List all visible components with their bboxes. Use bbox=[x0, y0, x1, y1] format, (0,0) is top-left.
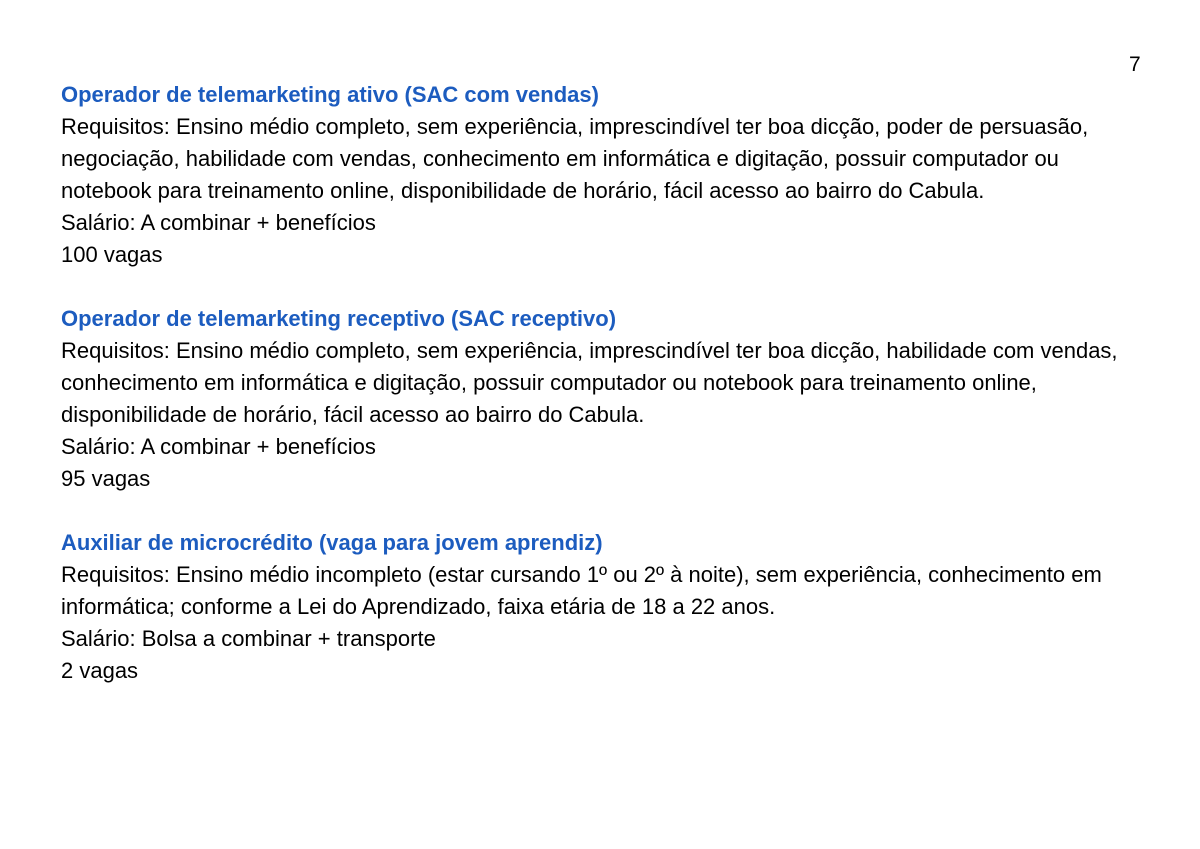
job-title: Auxiliar de microcrédito (vaga para jovem aprendiz) bbox=[61, 530, 603, 555]
job-requirements: Requisitos: Ensino médio completo, sem experiência, imprescindível ter boa dicção, habilidade com vendas, conhecimento em informática e digitação, possuir computador ou notebook para treinamento online, disponibilidade de horário, fácil acesso ao bairro do Cabula. bbox=[61, 338, 1118, 427]
job-openings: 100 vagas bbox=[61, 242, 163, 267]
job-requirements: Requisitos: Ensino médio completo, sem experiência, imprescindível ter boa dicção, poder de persuasão, negociação, habilidade com vendas, conhecimento em informática e digitação, possuir computador ou notebook para treinamento online, disponibilidade de horário, fácil acesso ao bairro do Cabula. bbox=[61, 114, 1089, 203]
page-number: 7 bbox=[1129, 53, 1141, 76]
job-salary: Salário: A combinar + benefícios bbox=[61, 434, 376, 459]
job-salary: Salário: Bolsa a combinar + transporte bbox=[61, 626, 436, 651]
job-title: Operador de telemarketing ativo (SAC com vendas) bbox=[61, 82, 599, 107]
job-salary: Salário: A combinar + benefícios bbox=[61, 210, 376, 235]
job-listing-telemarketing-receptivo bbox=[61, 303, 1151, 495]
job-listings bbox=[61, 79, 1151, 719]
job-requirements: Requisitos: Ensino médio incompleto (estar cursando 1º ou 2º à noite), sem experiência, conhecimento em informática; conforme a Lei do Aprendizado, faixa etária de 18 a 22 anos. bbox=[61, 562, 1102, 619]
job-title: Operador de telemarketing receptivo (SAC receptivo) bbox=[61, 306, 617, 331]
job-listing-auxiliar-microcredito bbox=[61, 527, 1151, 687]
job-listing-telemarketing-ativo bbox=[61, 79, 1151, 271]
job-openings: 95 vagas bbox=[61, 466, 151, 491]
job-openings: 2 vagas bbox=[61, 658, 139, 683]
